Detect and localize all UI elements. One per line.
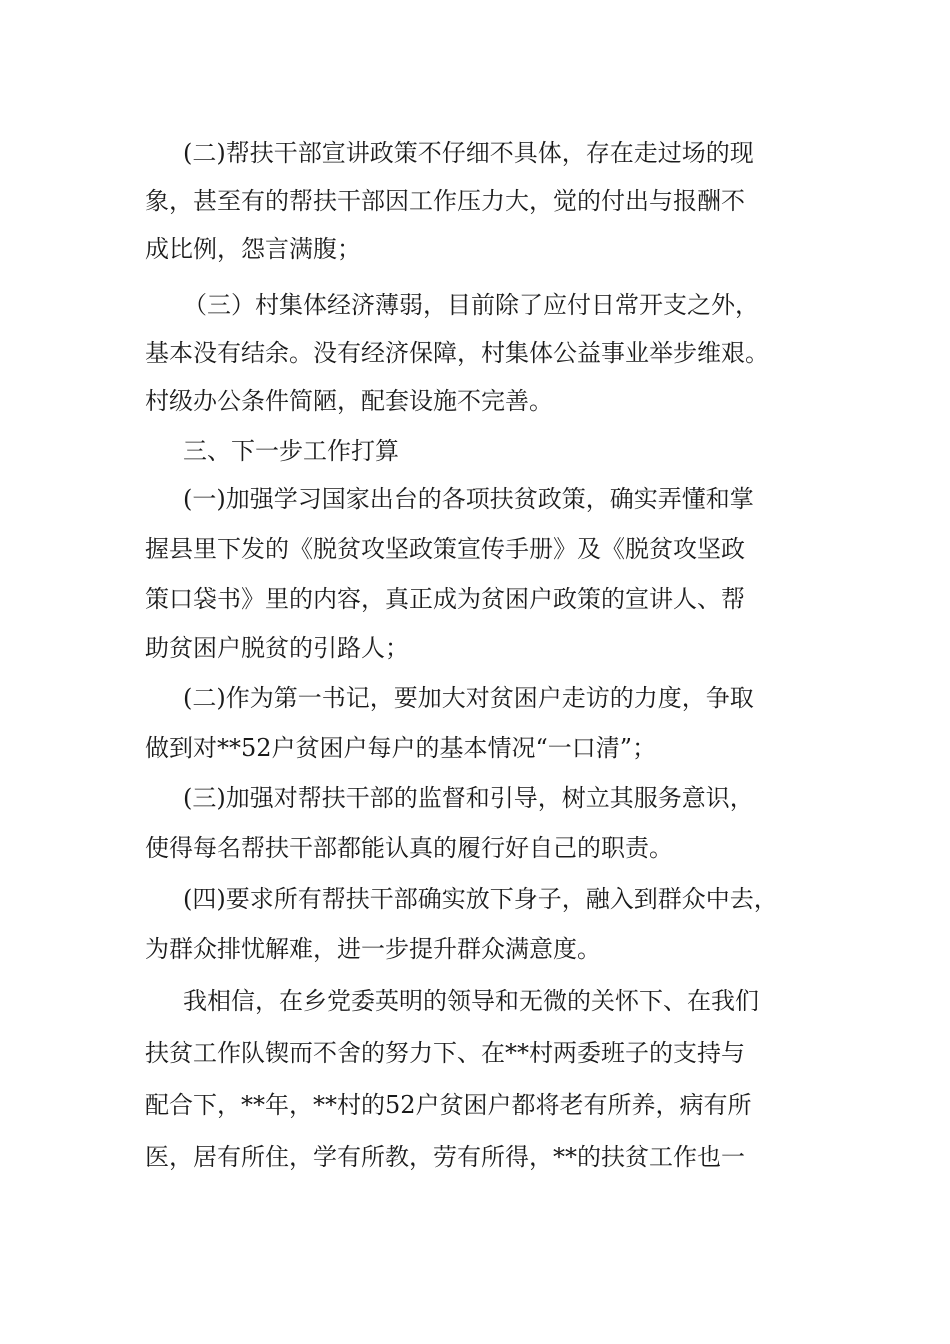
plan-2-line-2: 做到对**52户贫困户每户的基本情况“一口清”； (145, 734, 657, 762)
paragraph-2-line-1: (二)帮扶干部宣讲政策不仔细不具体，存在走过场的现 (183, 139, 754, 167)
plan-3-line-1: (三)加强对帮扶干部的监督和引导，树立其服务意识， (183, 784, 754, 812)
plan-4-line-1: (四)要求所有帮扶干部确实放下身子，融入到群众中去， (183, 885, 778, 913)
plan-1-line-4: 助贫困户脱贫的引路人； (145, 634, 409, 662)
closing-line-1: 我相信，在乡党委英明的领导和无微的关怀下、在我们 (183, 987, 759, 1015)
closing-line-3: 配合下，**年，**村的52户贫困户都将老有所养，病有所 (145, 1091, 752, 1119)
plan-4-line-2: 为群众排忧解难，进一步提升群众满意度。 (145, 935, 601, 963)
paragraph-2-line-2: 象，甚至有的帮扶干部因工作压力大，觉的付出与报酬不 (145, 187, 745, 215)
plan-1-line-2: 握县里下发的《脱贫攻坚政策宣传手册》及《脱贫攻坚政 (145, 535, 745, 563)
section-heading: 三、下一步工作打算 (183, 437, 399, 465)
plan-2-line-1: (二)作为第一书记，要加大对贫困户走访的力度，争取 (183, 684, 754, 712)
paragraph-2-line-3: 成比例，怨言满腹； (145, 235, 361, 263)
paragraph-3-line-2: 基本没有结余。没有经济保障，村集体公益事业举步维艰。 (145, 339, 769, 367)
closing-line-2: 扶贫工作队锲而不舍的努力下、在**村两委班子的支持与 (145, 1039, 745, 1067)
plan-3-line-2: 使得每名帮扶干部都能认真的履行好自己的职责。 (145, 834, 673, 862)
plan-1-line-3: 策口袋书》里的内容，真正成为贫困户政策的宣讲人、帮 (145, 585, 745, 613)
closing-line-4: 医，居有所住，学有所教，劳有所得，**的扶贫工作也一 (145, 1143, 745, 1171)
paragraph-3-line-1: （三）村集体经济薄弱，目前除了应付日常开支之外， (183, 291, 759, 319)
plan-1-line-1: (一)加强学习国家出台的各项扶贫政策，确实弄懂和掌 (183, 485, 754, 513)
paragraph-3-line-3: 村级办公条件简陋，配套设施不完善。 (145, 387, 553, 415)
